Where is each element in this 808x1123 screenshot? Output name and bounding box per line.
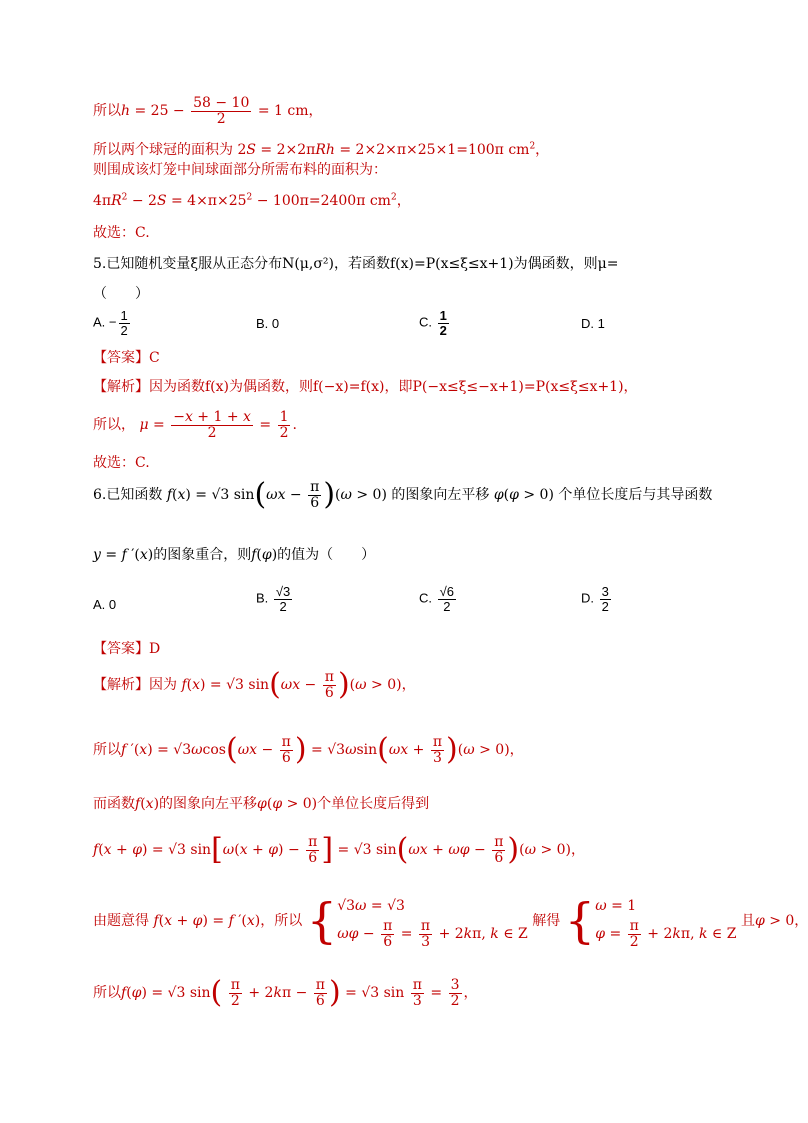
q5-option-a: A. − $\frac{1}{2}$ [93, 308, 128, 338]
fraction: $\frac{3}{2}$ [601, 584, 609, 614]
solution-line-fabric [93, 159, 387, 179]
fraction: $\frac{\pi}{3}$ [432, 734, 443, 766]
choose-c-line [93, 222, 150, 242]
q6-option-c [419, 585, 458, 613]
equation-system: √3ω = √3 ωφ − $\frac{\pi}{6}$ = $\frac{\pi}{3}$ + 2kπ, k ∈ Z [337, 898, 528, 950]
fraction: $\frac{1}{2}$ [279, 409, 289, 441]
fraction: $\frac{-x + 1 + x}{2}$ [173, 409, 251, 441]
q6-option-b [256, 585, 294, 613]
question-6-line2: y = f ′(x)的图象重合，则f(φ)的值为（ ） [93, 547, 376, 563]
option-label: C. [419, 314, 432, 330]
by-text: 由题意得 [93, 913, 149, 930]
fraction: $\frac{\pi}{6}$ [308, 834, 318, 866]
analysis-tag: 【解析】 [93, 677, 149, 694]
fraction: $\frac{\pi}{6}$ [324, 669, 334, 701]
analysis-tag: 【解析】 [93, 379, 149, 395]
q6-shift: 而函数f(x)的图象向左平移φ(φ > 0)个单位长度后得到 [93, 796, 430, 812]
because-text: 因为 [149, 677, 177, 694]
q5-option-c [419, 309, 451, 337]
text-so: 所以 [93, 103, 121, 120]
fraction: $\frac{\pi}{3}$ [412, 977, 422, 1009]
text-so: 所以， [93, 417, 135, 434]
question-5 [93, 253, 618, 273]
option-label: D. [581, 590, 594, 606]
q6-stem-a: 6.已知函数 [93, 487, 163, 504]
q5-option-b [256, 316, 279, 331]
so-text: ，所以 [260, 913, 303, 930]
q5-analysis [93, 376, 638, 396]
solution-line-formula: $4\pi R^2 - 2S = 4\times\pi\times 25^2 - 100\pi=2400\pi$ $cm^2$， [93, 192, 411, 209]
solution-line-area: 所以两个球冠的面积为 2S = 2×2πRh = 2×2×π×25×1=100π $cm^2$， [93, 141, 550, 158]
option-label: A. [93, 314, 106, 330]
q5-mu-line: 所以， μ = $\frac{-x + 1 + x}{2}$ = $\frac{1}{2}$ . [93, 409, 297, 441]
fraction: $\frac{\pi}{2}$ [230, 977, 240, 1009]
fraction: $\frac{1}{2}$ [439, 308, 447, 338]
answer-value: C [149, 350, 160, 366]
shift-text-c: 个单位长度后得到 [317, 796, 430, 812]
fraction: $\frac{√6}{2}$ [439, 584, 454, 614]
text-so: 所以 [93, 742, 121, 759]
q6-system: 由题意得 f(x + φ) = f ′(x)，所以 { √3ω = √3 ωφ − $\frac{\pi}{6}$ = $\frac{\pi}{3}$ + 2kπ, k ∈ Z 解得 { ω = 1 φ = $\frac{\pi}{2}$ + 2kπ, k ∈ Z 且φ > 0， [93, 893, 808, 950]
q5-answer [93, 347, 160, 367]
q6-shifted-func: f(x + φ) = √3 sin[ω(x + φ) − $\frac{\pi}{6}$ ] = √3 sin(ωx + ωφ − $\frac{\pi}{6}$ )(ω > 0)， [93, 832, 585, 868]
fraction: $\frac{\pi}{6}$ [281, 734, 291, 766]
answer-tag: 【答案】 [93, 350, 149, 366]
solution-system: ω = 1 φ = $\frac{\pi}{2}$ + 2kπ, k ∈ Z [595, 898, 737, 950]
question-6: 6.已知函数 f(x) = √3 sin(ωx − $\frac{\pi}{6}$ )(ω > 0) 的图象向左平移 φ(φ > 0) 个单位长度后与其导函数 [93, 477, 713, 513]
q6-option-d [581, 585, 613, 613]
fraction: $\frac{\pi}{6}$ [310, 479, 320, 511]
text-fabric: 则围成该灯笼中间球面部分所需布料的面积为： [93, 162, 387, 178]
q6-derivative: 所以f ′(x) = √3ωcos(ωx − $\frac{\pi}{6}$ ) = √3ωsin(ωx + $\frac{\pi}{3}$ )(ω > 0)， [93, 732, 524, 768]
q6-analysis: 【解析】因为 f(x) = √3 sin(ωx − $\frac{\pi}{6}$ )(ω > 0)， [93, 667, 416, 703]
and-text: 且 [740, 913, 755, 930]
answer-tag: 【答案】 [93, 641, 149, 657]
fraction: $\frac{√3}{2}$ [275, 584, 291, 614]
q6-stem-d: 的图象重合，则 [153, 547, 252, 563]
option-label: B. [256, 590, 269, 606]
q6-option-a [93, 597, 116, 612]
q5-stem: 5.已知随机变量ξ服从正态分布N(μ,σ²)，若函数f(x)=P(x≤ξ≤x+1)为偶函数，则μ= [93, 256, 619, 272]
option-label: A. 0 [93, 597, 117, 612]
fraction: $\frac{\pi}{6}$ [494, 834, 504, 866]
text-cap-area: 所以两个球冠的面积为 [93, 142, 233, 158]
q5-choose [93, 452, 150, 472]
solution-line-h: 所以h = 25 − $\frac{58 - 10}{2}$ = 1 cm， [93, 95, 323, 127]
shift-text-b: 的图象向左平移 [159, 796, 258, 812]
q6-final: 所以f(φ) = √3 sin( $\frac{\pi}{2}$ + 2kπ − $\frac{\pi}{6}$ ) = √3 sin $\frac{\pi}{3}$ = $\frac{3}{2}$ ， [93, 975, 478, 1011]
fraction: $\frac{3}{2}$ [450, 977, 460, 1009]
q5-option-d [581, 316, 605, 331]
solve-text: 解得 [532, 913, 561, 930]
q6-stem-b: 的图象向左平移 [391, 487, 490, 504]
fraction: $\frac{58 - 10}{2}$ [193, 95, 250, 127]
fraction: $\frac{\pi}{6}$ [315, 977, 325, 1009]
shift-text-a: 而函数 [93, 796, 135, 812]
option-label: D. 1 [581, 316, 605, 331]
option-label: B. 0 [256, 316, 280, 331]
q6-stem-c: 个单位长度后与其导函数 [558, 487, 713, 504]
q6-answer [93, 638, 160, 658]
analysis-text: 因为函数f(x)为偶函数，则f(−x)=f(x)，即P(−x≤ξ≤−x+1)=P(x≤ξ≤x+1)， [149, 379, 638, 395]
option-label: C. [419, 590, 432, 606]
choose-text: 故选：C. [93, 455, 150, 471]
q6-stem-e: 的值为（ ） [277, 547, 376, 563]
text-so: 所以 [93, 985, 121, 1002]
paren-text: （ ） [93, 286, 149, 302]
choose-text: 故选：C. [93, 225, 150, 241]
fraction: $\frac{1}{2}$ [120, 308, 128, 338]
q5-paren [93, 283, 149, 303]
answer-value: D [149, 641, 161, 657]
